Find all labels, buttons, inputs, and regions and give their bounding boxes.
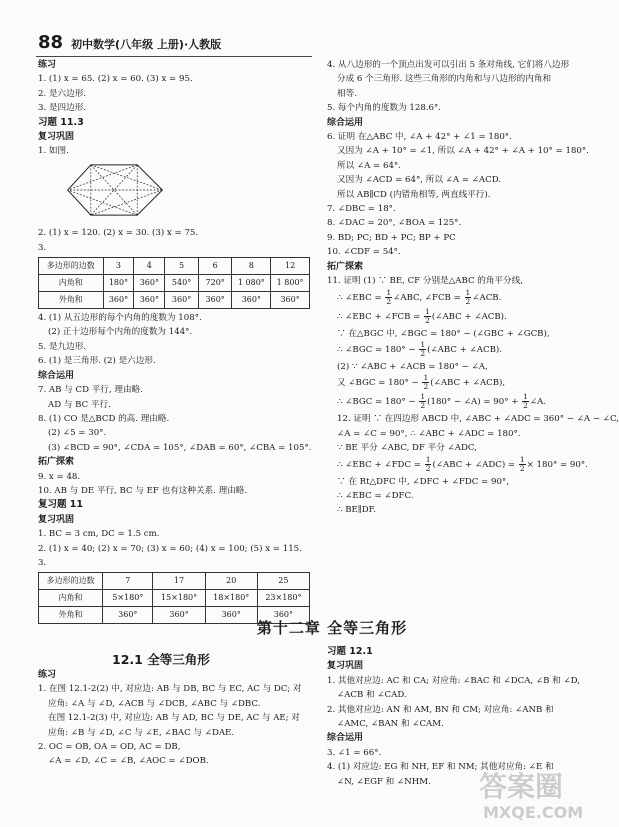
- text-line: 综合运用: [327, 733, 364, 744]
- text-line: 分成 6 个三角形. 这些三角形的内角和与八边形的内角和: [337, 74, 552, 85]
- fraction-numerator: 1: [519, 454, 525, 464]
- proof-text: (2) ∵ ∠ABC + ∠ACB = 180° − ∠A,: [337, 361, 488, 372]
- table-cell: 20: [205, 573, 257, 590]
- proof-text: 又 ∠BGC = 180° −: [337, 378, 422, 389]
- table-cell: 3: [103, 258, 134, 275]
- text-line: 8. (1) CO 是△BCD 的高. 理由略.: [38, 413, 170, 424]
- text-line: 3. ∠1 = 66°.: [327, 747, 382, 758]
- left-column: [38, 58, 310, 626]
- table-cell: 360°: [134, 292, 165, 309]
- table-cell: 7: [103, 573, 153, 590]
- proof-text: ∴ BE∥DF.: [337, 505, 377, 516]
- text-line: 7. ∠DBC = 18°.: [327, 204, 396, 215]
- table-cell: 180°: [103, 275, 134, 292]
- proof-text: (∠ABC + ∠ADC) =: [432, 459, 518, 470]
- text-line: 2. 是六边形.: [38, 88, 87, 99]
- text-line: 4. 从八边形的一个顶点出发可以引出 5 条对角线, 它们将八边形: [327, 60, 570, 70]
- proof-line: [327, 374, 577, 393]
- text-line: 综合运用: [327, 117, 364, 128]
- fraction: [425, 456, 432, 473]
- fraction-numerator: 1: [420, 339, 426, 349]
- text-line: ∠ACB 和 ∠CAD.: [337, 690, 407, 701]
- table-cell: 360°: [165, 292, 199, 309]
- text-line: 2. OC = OB, OA = OD, AC = DB,: [38, 742, 181, 753]
- text-line: 习题 11.3: [38, 116, 84, 128]
- fraction: [522, 393, 529, 410]
- section-title: 12.1 全等三角形: [112, 652, 210, 667]
- proof-line: [327, 427, 577, 441]
- fraction-numerator: 1: [420, 392, 426, 402]
- text-line: 6. (1) 是三角形. (2) 是六边形.: [38, 356, 156, 367]
- text-line: 10. AB 与 DE 平行, BC 与 EF 也有这种关系. 理由略.: [38, 485, 248, 496]
- text-line: 8. ∠DAC = 20°, ∠BOA = 125°.: [327, 218, 462, 229]
- table-cell: 720°: [198, 275, 232, 292]
- proof-text: (180° − ∠A) = 90° +: [427, 397, 522, 408]
- right-top-lines: [327, 58, 589, 289]
- watermark-text-main: 答案圈: [479, 770, 564, 803]
- text-line: 1. (1) x = 65. (2) x = 60. (3) x = 95.: [38, 74, 193, 85]
- left-top-lines: [38, 58, 310, 159]
- proof-text: ∴ ∠BGC = 180° −: [337, 344, 419, 355]
- fraction-denominator: 2: [423, 382, 429, 392]
- proof-text: ∴ ∠EBC = ∠DFC.: [337, 490, 414, 501]
- table-cell: 多边形的边数: [39, 573, 103, 590]
- fraction-denominator: 2: [425, 315, 430, 325]
- text-line: 4. (1) 从五边形的每个内角的度数为 108°.: [38, 313, 202, 324]
- text-line: 练习: [38, 60, 57, 70]
- text-line: 1. 在图 12.1-2(2) 中, 对应边: AB 与 DB, BC 与 EC, AC 与 DC; 对: [38, 684, 302, 695]
- table-cell: 25: [257, 573, 309, 590]
- proof-text: (∠ABC + ∠ACB).: [431, 311, 507, 322]
- proof-text: ∠A = ∠C = 90°, ∴ ∠ABC + ∠ADC = 180°.: [337, 428, 521, 439]
- proof-line: [327, 308, 577, 327]
- proof-line: [327, 393, 577, 412]
- text-line: 又因为 ∠ACD = 64°, 所以 ∠A = ∠ACD.: [337, 175, 502, 186]
- fraction-denominator: 2: [420, 401, 426, 411]
- fraction: [419, 341, 426, 358]
- header-rule: [36, 56, 312, 57]
- fraction-denominator: 2: [386, 296, 392, 306]
- text-line: 复习题 11: [38, 499, 84, 511]
- text-line: 7. AB 与 CD 平行, 理由略.: [38, 385, 143, 396]
- proof-text: ∵ 在 Rt△DFC 中, ∠DFC + ∠FDC = 90°,: [337, 476, 509, 487]
- text-line: 3.: [38, 242, 47, 253]
- text-line: 在图 12.1-2(3) 中, 对应边: AB 与 AD, BC 与 DE, AC 与 AE; 对: [48, 713, 300, 724]
- text-line: 6. 证明 在△ABC 中, ∠A + 42° + ∠1 = 180°.: [327, 132, 512, 143]
- table-cell: 540°: [165, 275, 199, 292]
- table-cell: 5: [165, 258, 199, 275]
- table-cell: 360°: [103, 607, 153, 624]
- text-line: ∠N, ∠EGF 和 ∠NHM.: [337, 776, 431, 787]
- page-number: 88: [38, 32, 64, 53]
- proof-line: [327, 475, 577, 489]
- text-line: 2. (1) x = 40; (2) x = 70; (3) x = 60; (4) x = 100; (5) x = 115.: [38, 543, 302, 554]
- proof-line: [327, 360, 577, 374]
- text-line: 9. BD; PC; BD + PC; BP + PC: [327, 232, 456, 243]
- text-line: 应角: ∠B 与 ∠D, ∠C 与 ∠E, ∠BAC 与 ∠DAE.: [48, 727, 235, 738]
- right-column: [327, 58, 619, 518]
- proof-text: ∴ ∠EBC =: [337, 292, 385, 303]
- book-title: 初中数学(八年级 上册)·人教版: [71, 38, 222, 51]
- table-cell: 6: [198, 258, 232, 275]
- table-cell: 360°: [103, 292, 134, 309]
- fraction-numerator: 1: [425, 306, 430, 316]
- proof-line: [327, 327, 577, 341]
- text-line: 习题 12.1: [327, 646, 373, 657]
- text-line: 10. ∠CDF = 54°.: [327, 247, 401, 258]
- polygon-angle-table-1: [38, 257, 310, 309]
- text-line: 拓广探索: [38, 457, 75, 468]
- text-line: 5. 是九边形.: [38, 341, 87, 352]
- text-line: 1. 其他对应边: AC 和 CA; 对应角: ∠BAC 和 ∠DCA, ∠B 和 ∠D,: [327, 675, 580, 686]
- proof-text: ∴ ∠EBC + ∠FDC =: [337, 459, 424, 470]
- text-line: 所以 AB∥CD (内错角相等, 两直线平行).: [337, 189, 491, 200]
- table-cell: 360°: [205, 607, 257, 624]
- fraction-denominator: 2: [465, 296, 471, 306]
- table-cell: 12: [271, 258, 310, 275]
- proof-line: [327, 289, 577, 308]
- text-line: 11. 证明 (1) ∵ BE, CF 分别是△ABC 的角平分线,: [327, 276, 523, 287]
- fraction: [519, 456, 526, 473]
- table-cell: 1 800°: [271, 275, 310, 292]
- fraction-denominator: 2: [420, 348, 426, 358]
- table-row: [39, 258, 310, 275]
- table-cell: 内角和: [39, 590, 103, 607]
- watermark-logo: [475, 762, 593, 824]
- text-line: 2. 其他对应边: AN 和 AM, BN 和 CM; 对应角: ∠ANB 和: [327, 704, 554, 715]
- table-row: [39, 573, 310, 590]
- proof-text: ∵ BE 平分 ∠ABC, DF 平分 ∠ADC,: [337, 443, 477, 454]
- text-line: 1. BC = 3 cm, DC = 1.5 cm.: [38, 529, 160, 540]
- proof-text: × 180° = 90°.: [526, 459, 588, 470]
- text-line: 4. (1) 对应边: EG 和 NH, EF 和 NM; 其他对应角: ∠E 和: [327, 762, 554, 773]
- watermark-text-url: MXQE.COM: [483, 803, 584, 822]
- text-line: 应角: ∠A 与 ∠D, ∠ACB 与 ∠DCB, ∠ABC 与 ∠DBC.: [48, 698, 261, 709]
- text-line: 3.: [38, 557, 47, 568]
- right-proof-lines: [327, 287, 619, 518]
- text-line: (2) 正十边形每个内角的度数为 144°.: [48, 327, 193, 338]
- proof-text: ∴ ∠BGC = 180° −: [337, 397, 419, 408]
- table-cell: 17: [153, 573, 205, 590]
- proof-line: [327, 503, 577, 517]
- fraction-numerator: 1: [386, 287, 392, 297]
- proof-line: [327, 489, 577, 503]
- fraction-denominator: 2: [523, 401, 528, 411]
- proof-line: [327, 412, 619, 426]
- proof-text: (∠ABC + ∠ACB).: [427, 344, 502, 355]
- table-cell: 外角和: [39, 607, 103, 624]
- text-line: 9. x = 48.: [38, 471, 81, 482]
- table-cell: 多边形的边数: [39, 258, 104, 275]
- proof-text: ∵ 在△BGC 中, ∠BGC = 180° − (∠GBC + ∠GCB),: [337, 328, 550, 339]
- proof-line: [327, 454, 588, 475]
- fraction: [385, 289, 392, 306]
- proof-text: 12. 证明 ∵ 在四边形 ABCD 中, ∠ABC + ∠ADC = 360° − ∠A − ∠C,: [337, 414, 619, 425]
- table-cell: 8: [232, 258, 271, 275]
- proof-text: ∠A.: [529, 397, 547, 408]
- text-line: ∠AMC, ∠BAN 和 ∠CAM.: [337, 719, 444, 730]
- text-line: 复习巩固: [38, 514, 75, 525]
- table-cell: 外角和: [39, 292, 104, 309]
- table-cell: 360°: [198, 292, 232, 309]
- table-cell: 360°: [271, 292, 310, 309]
- fraction-numerator: 1: [523, 392, 528, 402]
- text-line: 5. 每个内角的度数为 128.6°.: [327, 103, 442, 114]
- chapter-title: 第十二章 全等三角形: [256, 619, 408, 637]
- table-cell: 360°: [153, 607, 205, 624]
- text-line: 3. 是四边形.: [38, 103, 87, 114]
- text-line: (3) ∠BCD = 90°, ∠CDA = 105°, ∠DAB = 60°, ∠CBA = 105°.: [48, 442, 312, 453]
- fraction: [424, 308, 431, 325]
- table-cell: 15×180°: [153, 590, 205, 607]
- fraction: [419, 393, 426, 410]
- proof-line: [327, 341, 577, 360]
- left-bottom-column: [38, 668, 323, 769]
- fraction: [422, 374, 429, 391]
- page-header: [38, 30, 221, 52]
- fraction-denominator: 2: [519, 463, 525, 473]
- table-row: [39, 292, 310, 309]
- fraction-numerator: 1: [423, 373, 429, 383]
- proof-text: ∴ ∠EBC + ∠FCB =: [337, 311, 424, 322]
- text-line: 练习: [38, 670, 57, 680]
- text-line: AD 与 BC 平行.: [48, 399, 111, 410]
- text-line: 又因为 ∠A + 10° = ∠1, 所以 ∠A + 42° + ∠A + 10° = 180°.: [337, 146, 589, 157]
- text-line: (2) ∠5 = 30°.: [48, 428, 107, 439]
- fraction: [465, 289, 472, 306]
- text-line: 2. (1) x = 120. (2) x = 30. (3) x = 75.: [38, 228, 199, 239]
- table-cell: 23×180°: [257, 590, 309, 607]
- fraction-numerator: 1: [425, 454, 431, 464]
- table-row: [39, 275, 310, 292]
- left-after-table-lines: [38, 311, 310, 570]
- table-cell: 5×180°: [103, 590, 153, 607]
- hexagon-diagonals-figure: [60, 161, 170, 219]
- text-line: 复习巩固: [38, 132, 75, 143]
- proof-line: [327, 441, 577, 455]
- table-cell: 18×180°: [205, 590, 257, 607]
- text-line: 相等.: [337, 88, 357, 99]
- left-bottom-lines: [38, 668, 323, 769]
- proof-text: ∠ACB.: [472, 292, 502, 303]
- text-line: 1. 如图.: [38, 146, 69, 157]
- text-line: ∠A = ∠D, ∠C = ∠B, ∠AOC = ∠DOB.: [48, 756, 209, 767]
- table-row: [39, 590, 310, 607]
- text-line: 复习巩固: [327, 661, 364, 672]
- table-cell: 内角和: [39, 275, 104, 292]
- table-cell: 4: [134, 258, 165, 275]
- proof-text: ∠ABC, ∠FCB =: [393, 292, 464, 303]
- text-line: 所以 ∠A = 64°.: [337, 160, 401, 171]
- table-cell: 360°: [134, 275, 165, 292]
- text-line: 综合运用: [38, 370, 75, 381]
- fraction-denominator: 2: [425, 463, 431, 473]
- table-cell: 360°: [257, 607, 309, 624]
- table-cell: 1 080°: [232, 275, 271, 292]
- text-line: 拓广探索: [327, 261, 364, 272]
- fraction-numerator: 1: [465, 287, 471, 297]
- left-mid-lines: [38, 226, 310, 255]
- proof-text: (∠ABC + ∠ACB),: [430, 378, 506, 389]
- table-cell: 360°: [232, 292, 271, 309]
